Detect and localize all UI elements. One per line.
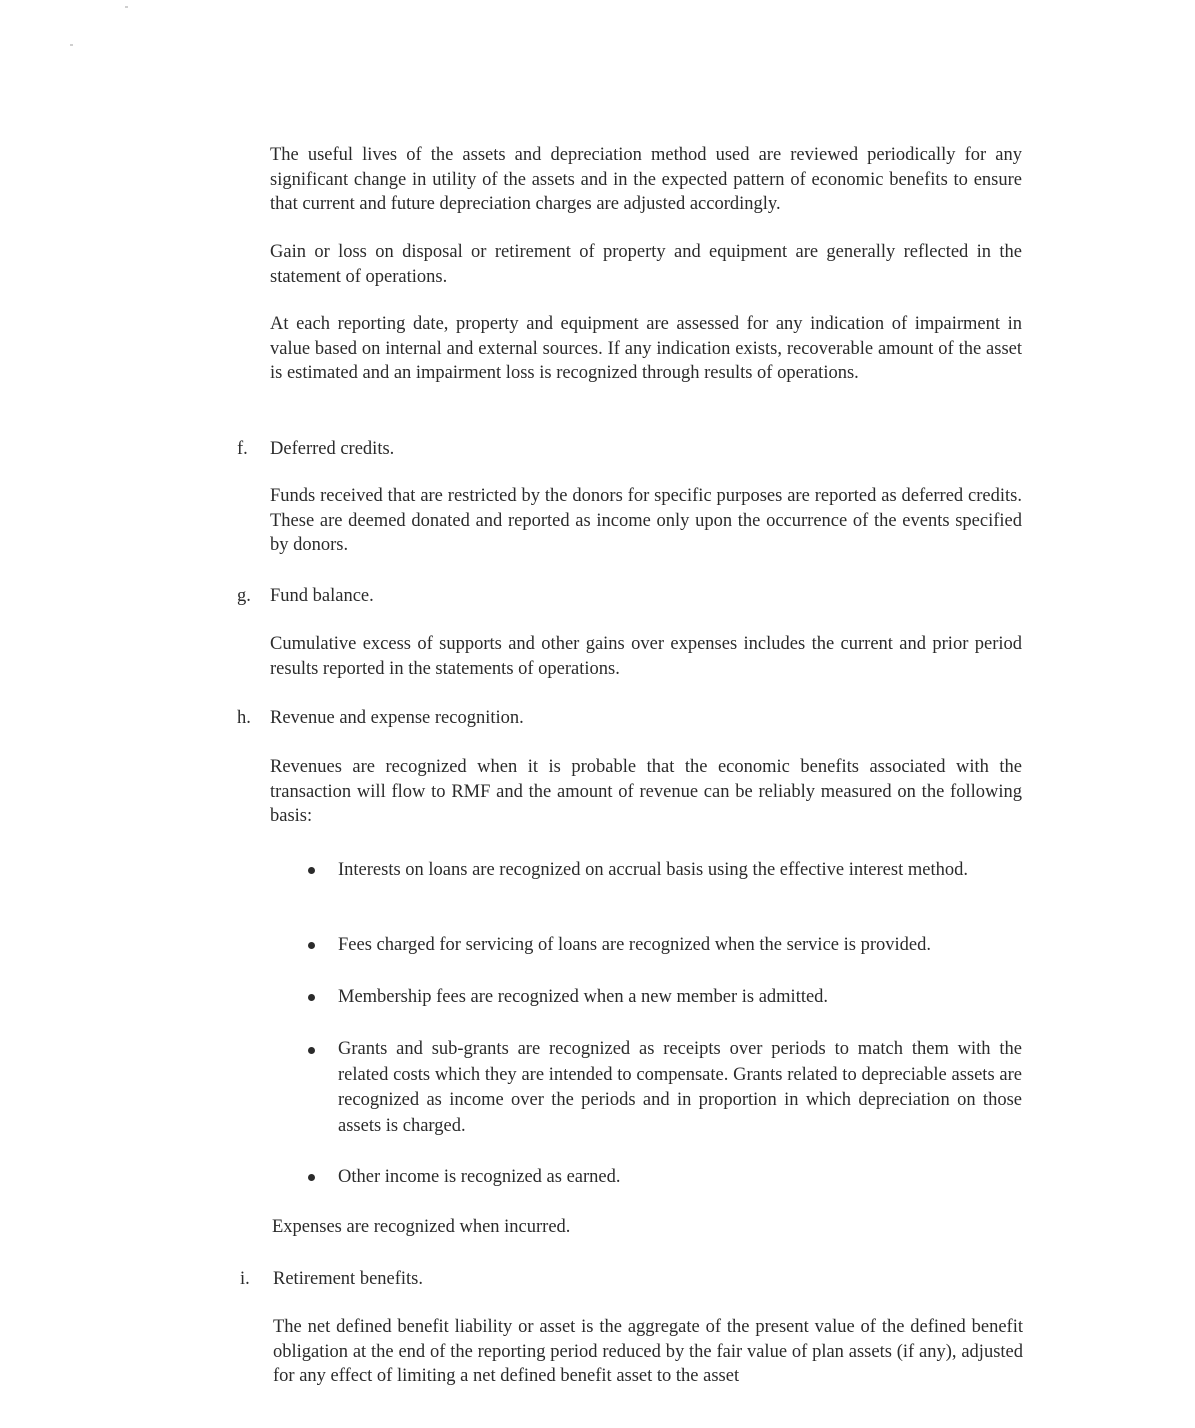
section-heading-f [237, 437, 395, 461]
bullet-icon [308, 1047, 315, 1054]
paragraph-deferred-credits: Funds received that are restricted by the donors for specific purposes are reported as deferred credits. These are deemed donated and reported as income only upon the occurrence of the events specified by donors. [270, 486, 1022, 555]
list-item-text: Membership fees are recognized when a new member is admitted. [338, 987, 829, 1007]
list-item-text: Fees charged for servicing of loans are recognized when the service is provided. [338, 935, 931, 955]
bullet-icon [308, 867, 315, 874]
list-item [338, 857, 1022, 883]
list-item-text: Interests on loans are recognized on accrual basis using the effective interest method. [338, 860, 968, 880]
bullet-icon [308, 994, 315, 1001]
paragraph-gain-loss: Gain or loss on disposal or retirement of property and equipment are generally reflected in the statement of operations. [270, 242, 1022, 287]
section-heading-h [237, 706, 524, 730]
section-letter: h. [237, 708, 251, 728]
section-title: Retirement benefits. [273, 1269, 424, 1289]
paragraph-useful-lives: The useful lives of the assets and depreciation method used are reviewed periodically for any significant change in utility of the assets and in the expected pattern of economic benefits to ensure that current and future depreciation charges are adjusted accordingly. [270, 145, 1022, 214]
scan-speck [125, 6, 128, 8]
section-letter: i. [240, 1269, 250, 1289]
paragraph-fund-balance: Cumulative excess of supports and other gains over expenses includes the current and prior period results reported in the statements of operations. [270, 634, 1022, 679]
list-item-text: Grants and sub-grants are recognized as receipts over periods to match them with the related costs which they are intended to compensate. Grants related to depreciable assets are recognized as income over the periods and in proportion in which depreciation on those assets is charged. [338, 1039, 1022, 1136]
list-item [338, 1037, 1022, 1139]
section-heading-i [240, 1267, 424, 1291]
paragraph-retirement-benefits: The net defined benefit liability or asset is the aggregate of the present value of the defined benefit obligation at the end of the reporting period reduced by the fair value of plan assets (if any), adjusted for any effect of limiting a net defined benefit asset to the asset [273, 1317, 1023, 1386]
section-letter: f. [237, 439, 248, 459]
paragraph-revenue-recognition: Revenues are recognized when it is probable that the economic benefits associated with the transaction will flow to RMF and the amount of revenue can be reliably measured on the following basis: [270, 757, 1022, 826]
section-title: Deferred credits. [270, 439, 395, 459]
section-heading-g [237, 584, 374, 608]
list-item [338, 932, 1022, 958]
list-item [338, 1164, 1022, 1190]
paragraph-impairment: At each reporting date, property and equipment are assessed for any indication of impairment in value based on internal and external sources. If any indication exists, recoverable amount of the asset is estimated and an impairment loss is recognized through results of operations. [270, 314, 1022, 383]
section-letter: g. [237, 586, 251, 606]
bullet-icon [308, 1174, 315, 1181]
section-title: Revenue and expense recognition. [270, 708, 524, 728]
list-item [338, 984, 1022, 1010]
bullet-icon [308, 942, 315, 949]
list-item-text: Other income is recognized as earned. [338, 1167, 621, 1187]
paragraph-expenses: Expenses are recognized when incurred. [272, 1217, 571, 1237]
scan-speck [70, 44, 73, 46]
section-title: Fund balance. [270, 586, 374, 606]
